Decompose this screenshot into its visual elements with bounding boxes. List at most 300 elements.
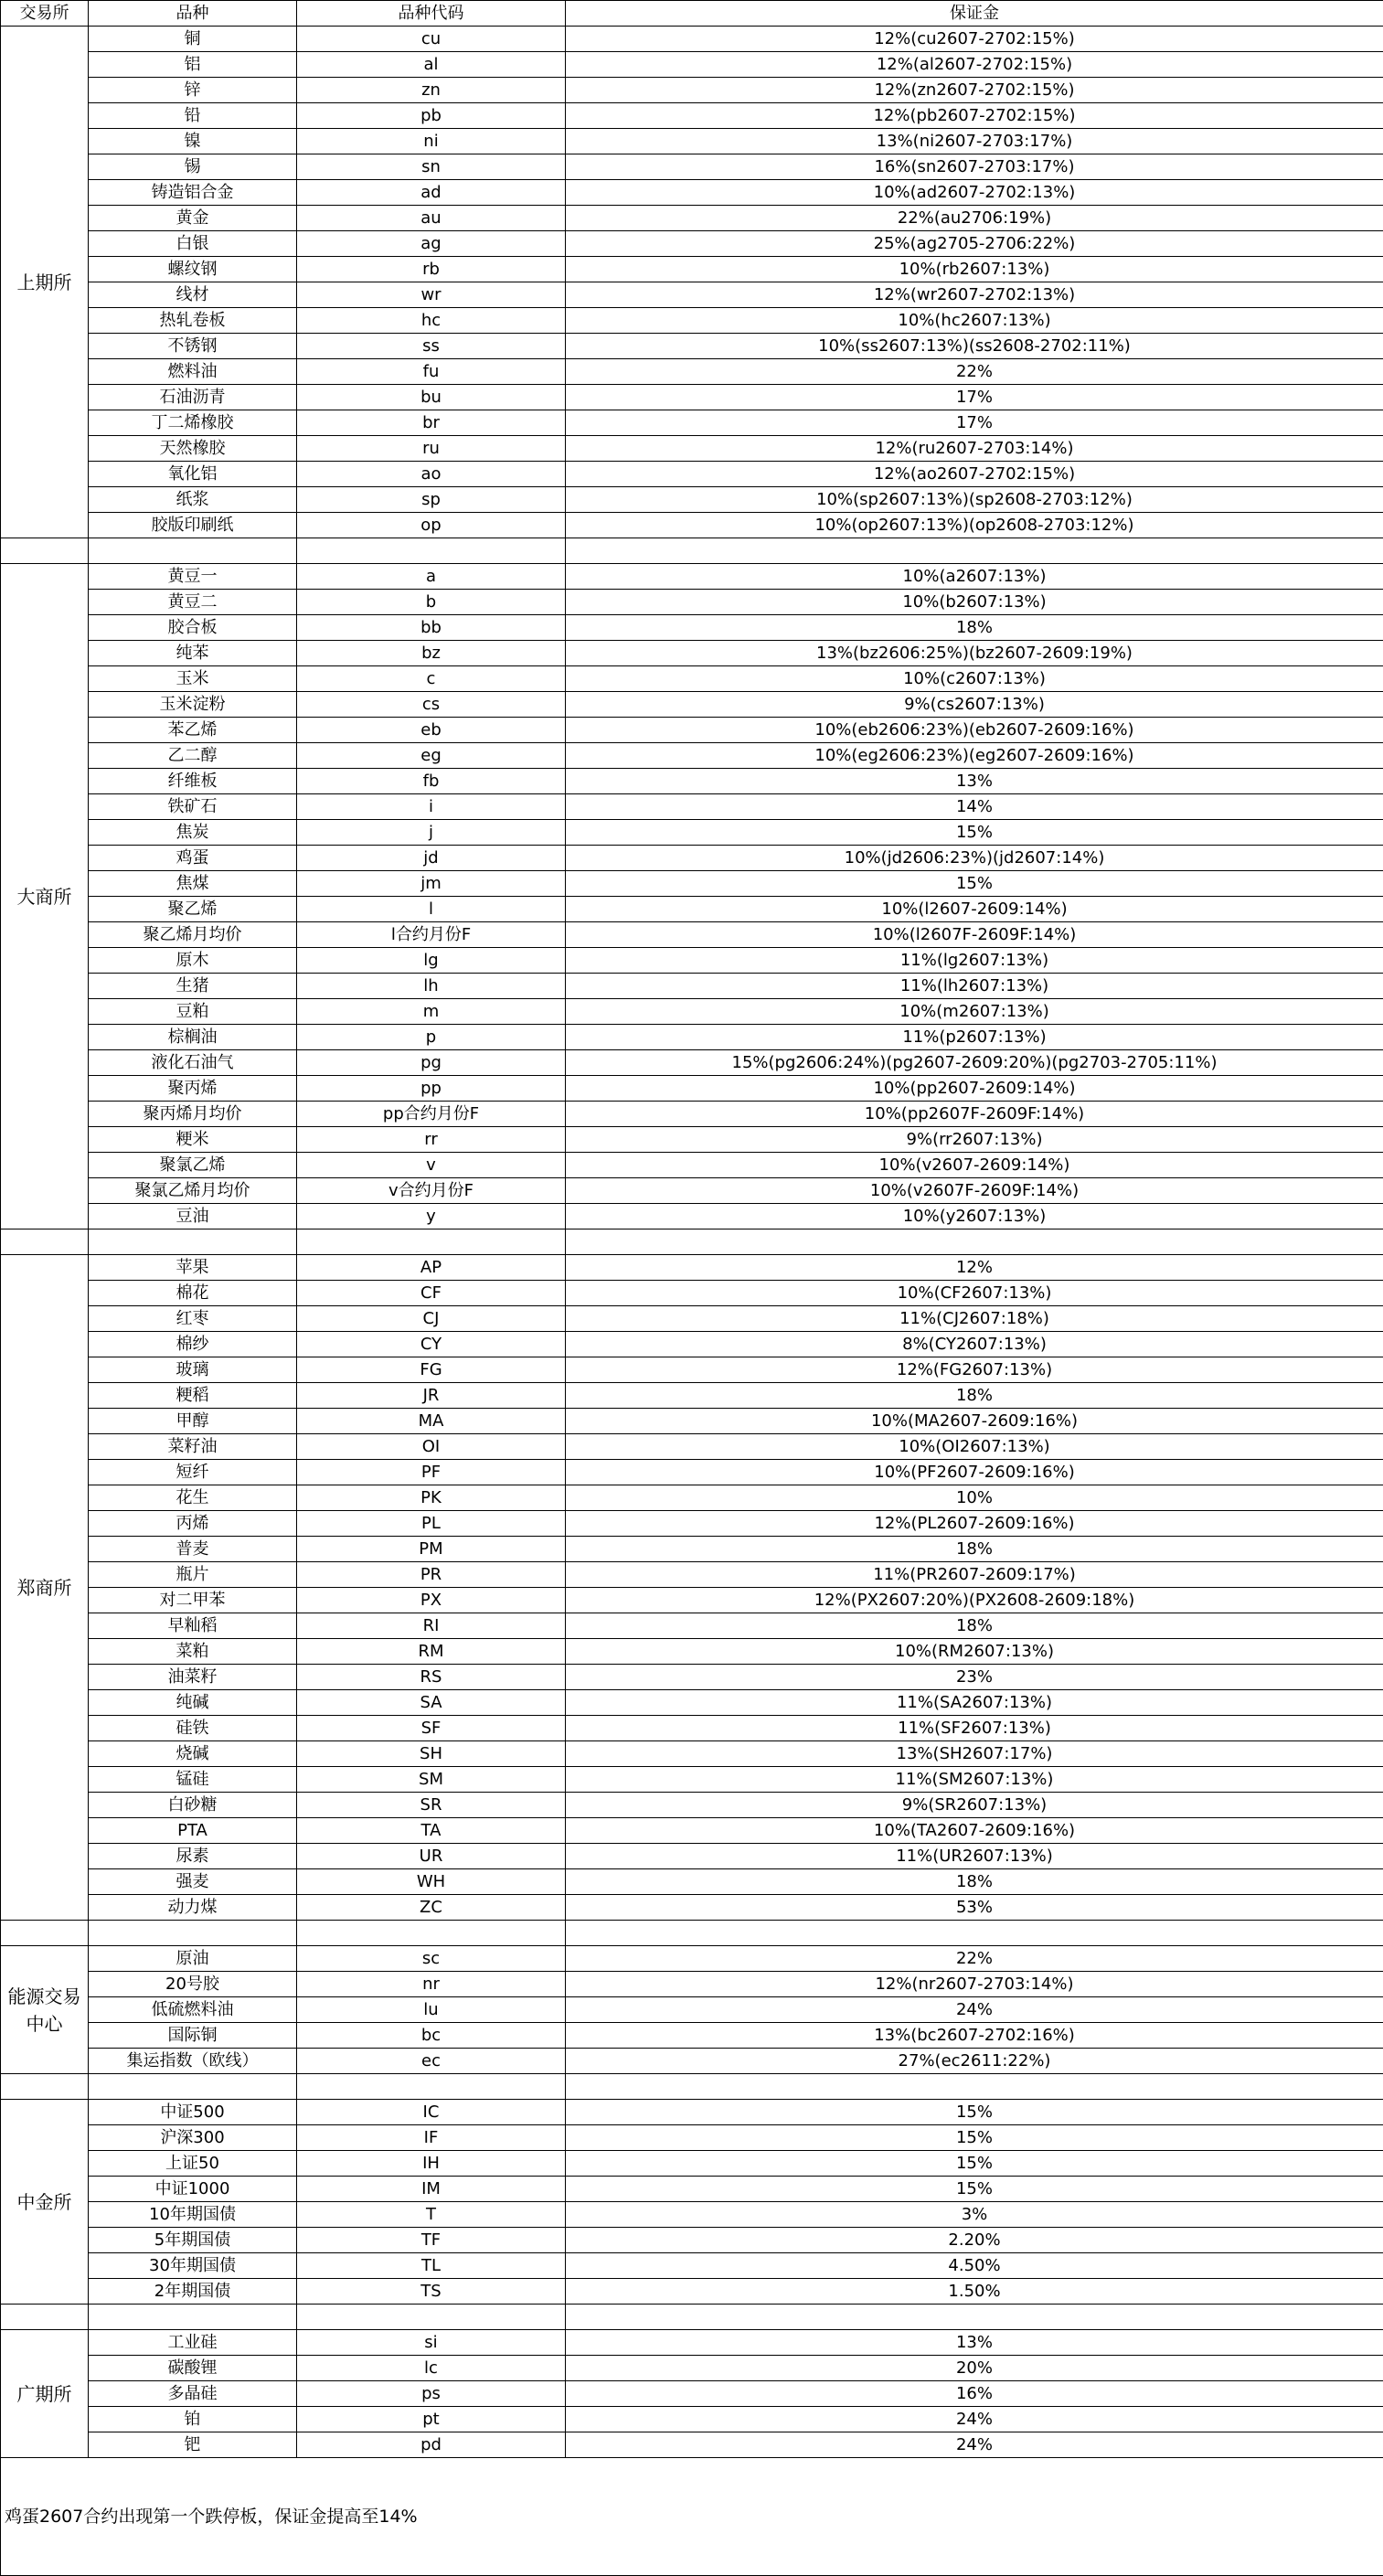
variety-cell: 钯	[89, 2432, 297, 2458]
code-cell: IF	[297, 2125, 566, 2151]
margin-cell: 14%	[566, 794, 1383, 820]
margin-cell: 23%	[566, 1665, 1383, 1690]
table-row	[1, 718, 1383, 743]
code-cell: TS	[297, 2279, 566, 2305]
variety-cell: 纸浆	[89, 487, 297, 513]
margin-cell: 18%	[566, 615, 1383, 641]
margin-cell: 10%(hc2607:13%)	[566, 308, 1383, 334]
margin-cell: 10%(ad2607-2702:13%)	[566, 180, 1383, 206]
margin-cell: 24%	[566, 2407, 1383, 2432]
margin-cell: 22%(au2706:19%)	[566, 206, 1383, 231]
variety-cell: 丁二烯橡胶	[89, 410, 297, 436]
table-row	[1, 282, 1383, 308]
variety-cell: 10年期国债	[89, 2202, 297, 2228]
code-cell: IM	[297, 2177, 566, 2202]
empty-cell	[297, 2074, 566, 2100]
code-cell: sp	[297, 487, 566, 513]
variety-cell: 不锈钢	[89, 334, 297, 359]
variety-cell: 中证1000	[89, 2177, 297, 2202]
variety-cell: 铂	[89, 2407, 297, 2432]
code-cell: PL	[297, 1511, 566, 1537]
code-cell: pp合约月份F	[297, 1102, 566, 1127]
empty-cell	[566, 538, 1383, 564]
table-row	[1, 1895, 1383, 1921]
code-cell: T	[297, 2202, 566, 2228]
margin-cell: 10%(eb2606:23%)(eb2607-2609:16%)	[566, 718, 1383, 743]
table-row	[1, 1716, 1383, 1741]
variety-cell: 聚丙烯	[89, 1076, 297, 1102]
code-cell: IC	[297, 2100, 566, 2125]
code-cell: fb	[297, 769, 566, 794]
variety-cell: 国际铜	[89, 2023, 297, 2049]
table-row	[1, 1818, 1383, 1844]
margin-cell: 10%(v2607-2609:14%)	[566, 1153, 1383, 1178]
code-cell: SH	[297, 1741, 566, 1767]
table-row	[1, 436, 1383, 462]
code-cell: CJ	[297, 1306, 566, 1332]
code-cell: c	[297, 666, 566, 692]
code-cell: TA	[297, 1818, 566, 1844]
empty-cell	[297, 2305, 566, 2330]
code-cell: FG	[297, 1357, 566, 1383]
margin-cell: 10%(rb2607:13%)	[566, 257, 1383, 282]
margin-cell: 24%	[566, 2432, 1383, 2458]
variety-cell: 燃料油	[89, 359, 297, 385]
variety-cell: 硅铁	[89, 1716, 297, 1741]
margin-cell: 12%(PX2607:20%)(PX2608-2609:18%)	[566, 1588, 1383, 1613]
table-row	[1, 743, 1383, 769]
code-cell: OI	[297, 1434, 566, 1460]
variety-cell: 鸡蛋	[89, 846, 297, 871]
code-cell: RM	[297, 1639, 566, 1665]
table-row	[1, 2125, 1383, 2151]
margin-cell: 10%(OI2607:13%)	[566, 1434, 1383, 1460]
variety-cell: 5年期国债	[89, 2228, 297, 2253]
variety-cell: 螺纹钢	[89, 257, 297, 282]
variety-cell: 豆粕	[89, 999, 297, 1025]
table-row	[1, 231, 1383, 257]
variety-cell: 石油沥青	[89, 385, 297, 410]
code-cell: al	[297, 52, 566, 78]
code-cell: lh	[297, 974, 566, 999]
table-row	[1, 974, 1383, 999]
code-cell: bz	[297, 641, 566, 666]
variety-cell: 中证500	[89, 2100, 297, 2125]
table-row	[1, 820, 1383, 846]
code-cell: v合约月份F	[297, 1178, 566, 1204]
code-cell: si	[297, 2330, 566, 2356]
margin-cell: 3%	[566, 2202, 1383, 2228]
variety-cell: 焦煤	[89, 871, 297, 897]
variety-cell: 铁矿石	[89, 794, 297, 820]
empty-cell	[566, 2074, 1383, 2100]
code-cell: AP	[297, 1255, 566, 1281]
table-row	[1, 615, 1383, 641]
variety-cell: 线材	[89, 282, 297, 308]
variety-cell: 玉米	[89, 666, 297, 692]
table-row	[1, 1793, 1383, 1818]
variety-cell: 苯乙烯	[89, 718, 297, 743]
variety-cell: 低硫燃料油	[89, 1997, 297, 2023]
margin-cell: 25%(ag2705-2706:22%)	[566, 231, 1383, 257]
table-row	[1, 1102, 1383, 1127]
margin-cell: 15%	[566, 2100, 1383, 2125]
table-row	[1, 2407, 1383, 2432]
variety-cell: 强麦	[89, 1869, 297, 1895]
code-cell: SR	[297, 1793, 566, 1818]
margin-cell: 13%(ni2607-2703:17%)	[566, 129, 1383, 154]
code-cell: rr	[297, 1127, 566, 1153]
table-row	[1, 922, 1383, 948]
margin-cell: 18%	[566, 1869, 1383, 1895]
margin-cell: 15%(pg2606:24%)(pg2607-2609:20%)(pg2703-2705:11%)	[566, 1050, 1383, 1076]
table-row	[1, 52, 1383, 78]
margin-cell: 10%(b2607:13%)	[566, 590, 1383, 615]
variety-cell: 普麦	[89, 1537, 297, 1562]
variety-cell: 聚氯乙烯月均价	[89, 1178, 297, 1204]
variety-cell: 早籼稻	[89, 1613, 297, 1639]
table-row	[1, 1281, 1383, 1306]
variety-cell: 2年期国债	[89, 2279, 297, 2305]
variety-cell: 对二甲苯	[89, 1588, 297, 1613]
code-cell: UR	[297, 1844, 566, 1869]
margin-cell: 11%(CJ2607:18%)	[566, 1306, 1383, 1332]
code-cell: cs	[297, 692, 566, 718]
variety-cell: 生猪	[89, 974, 297, 999]
variety-cell: 原油	[89, 1946, 297, 1972]
margin-cell: 15%	[566, 2125, 1383, 2151]
margin-cell: 12%(cu2607-2702:15%)	[566, 27, 1383, 52]
code-cell: au	[297, 206, 566, 231]
margin-cell: 12%(pb2607-2702:15%)	[566, 103, 1383, 129]
margin-cell: 10%(op2607:13%)(op2608-2703:12%)	[566, 513, 1383, 538]
margin-cell: 10%(sp2607:13%)(sp2608-2703:12%)	[566, 487, 1383, 513]
table-row	[1, 666, 1383, 692]
variety-cell: 纤维板	[89, 769, 297, 794]
margin-cell: 10%(RM2607:13%)	[566, 1639, 1383, 1665]
table-row	[1, 27, 1383, 52]
variety-cell: 花生	[89, 1485, 297, 1511]
header-row	[1, 1, 1383, 27]
table-row	[1, 462, 1383, 487]
code-cell: nr	[297, 1972, 566, 1997]
code-cell: bu	[297, 385, 566, 410]
code-cell: eb	[297, 718, 566, 743]
variety-cell: 聚乙烯	[89, 897, 297, 922]
empty-cell	[89, 2074, 297, 2100]
table-row	[1, 257, 1383, 282]
margin-cell: 12%(wr2607-2702:13%)	[566, 282, 1383, 308]
code-cell: WH	[297, 1869, 566, 1895]
variety-cell: 上证50	[89, 2151, 297, 2177]
code-cell: ad	[297, 180, 566, 206]
variety-cell: 乙二醇	[89, 743, 297, 769]
table-row	[1, 1946, 1383, 1972]
code-cell: pp	[297, 1076, 566, 1102]
table-row	[1, 2228, 1383, 2253]
margin-cell: 11%(UR2607:13%)	[566, 1844, 1383, 1869]
variety-cell: 天然橡胶	[89, 436, 297, 462]
margin-cell: 11%(PR2607-2609:17%)	[566, 1562, 1383, 1588]
margin-cell: 10%	[566, 1485, 1383, 1511]
variety-cell: 工业硅	[89, 2330, 297, 2356]
table-row	[1, 154, 1383, 180]
margin-cell: 17%	[566, 385, 1383, 410]
table-row	[1, 206, 1383, 231]
code-cell: ZC	[297, 1895, 566, 1921]
margin-cell: 11%(SM2607:13%)	[566, 1767, 1383, 1793]
table-row	[1, 1741, 1383, 1767]
code-cell: SM	[297, 1767, 566, 1793]
code-cell: eg	[297, 743, 566, 769]
variety-cell: 苹果	[89, 1255, 297, 1281]
separator-row	[1, 2074, 1383, 2100]
table-row	[1, 999, 1383, 1025]
table-row	[1, 897, 1383, 922]
table-row	[1, 359, 1383, 385]
note-row	[1, 2458, 1383, 2576]
table-row	[1, 180, 1383, 206]
margin-cell: 17%	[566, 410, 1383, 436]
code-cell: v	[297, 1153, 566, 1178]
code-cell: ru	[297, 436, 566, 462]
margin-cell: 8%(CY2607:13%)	[566, 1332, 1383, 1357]
code-cell: ss	[297, 334, 566, 359]
empty-cell	[297, 538, 566, 564]
margin-cell: 10%(PF2607-2609:16%)	[566, 1460, 1383, 1485]
code-cell: b	[297, 590, 566, 615]
variety-cell: 黄金	[89, 206, 297, 231]
table-row	[1, 1485, 1383, 1511]
margin-cell: 22%	[566, 1946, 1383, 1972]
table-row	[1, 487, 1383, 513]
separator-row	[1, 2305, 1383, 2330]
variety-cell: 集运指数（欧线）	[89, 2049, 297, 2074]
margin-header: 保证金	[566, 1, 1383, 27]
table-row	[1, 564, 1383, 590]
variety-cell: 棉纱	[89, 1332, 297, 1357]
margin-cell: 10%(m2607:13%)	[566, 999, 1383, 1025]
margin-cell: 2.20%	[566, 2228, 1383, 2253]
empty-cell	[1, 1229, 89, 1255]
table-row	[1, 1537, 1383, 1562]
code-cell: j	[297, 820, 566, 846]
table-row	[1, 1844, 1383, 1869]
margin-cell: 11%(lh2607:13%)	[566, 974, 1383, 999]
variety-cell: 豆油	[89, 1204, 297, 1229]
margin-cell: 13%(bz2606:25%)(bz2607-2609:19%)	[566, 641, 1383, 666]
variety-cell: 铅	[89, 103, 297, 129]
empty-cell	[566, 1921, 1383, 1946]
variety-cell: 尿素	[89, 1844, 297, 1869]
code-cell: ao	[297, 462, 566, 487]
code-cell: bc	[297, 2023, 566, 2049]
variety-cell: 铜	[89, 27, 297, 52]
margin-cell: 16%	[566, 2381, 1383, 2407]
table-row	[1, 871, 1383, 897]
table-row	[1, 794, 1383, 820]
margin-cell: 10%(l2607F-2609F:14%)	[566, 922, 1383, 948]
code-cell: br	[297, 410, 566, 436]
variety-cell: 玉米淀粉	[89, 692, 297, 718]
variety-cell: 油菜籽	[89, 1665, 297, 1690]
variety-cell: 胶版印刷纸	[89, 513, 297, 538]
code-cell: i	[297, 794, 566, 820]
table-row	[1, 2177, 1383, 2202]
margin-cell: 13%	[566, 2330, 1383, 2356]
table-row	[1, 1383, 1383, 1409]
variety-cell: 玻璃	[89, 1357, 297, 1383]
code-cell: TF	[297, 2228, 566, 2253]
code-cell: lc	[297, 2356, 566, 2381]
variety-cell: 白银	[89, 231, 297, 257]
margin-cell: 12%(FG2607:13%)	[566, 1357, 1383, 1383]
margin-cell: 15%	[566, 2151, 1383, 2177]
margin-cell: 15%	[566, 2177, 1383, 2202]
variety-cell: 胶合板	[89, 615, 297, 641]
margin-cell: 18%	[566, 1613, 1383, 1639]
table-row	[1, 2151, 1383, 2177]
table-row	[1, 1767, 1383, 1793]
margin-cell: 15%	[566, 871, 1383, 897]
margin-cell: 9%(SR2607:13%)	[566, 1793, 1383, 1818]
code-cell: RI	[297, 1613, 566, 1639]
variety-cell: 镍	[89, 129, 297, 154]
variety-cell: 棉花	[89, 1281, 297, 1306]
variety-cell: 聚丙烯月均价	[89, 1102, 297, 1127]
code-cell: PR	[297, 1562, 566, 1588]
variety-cell: 纯苯	[89, 641, 297, 666]
code-cell: PM	[297, 1537, 566, 1562]
code-header: 品种代码	[297, 1, 566, 27]
margin-cell: 10%(jd2606:23%)(jd2607:14%)	[566, 846, 1383, 871]
table-row	[1, 2253, 1383, 2279]
code-cell: lu	[297, 1997, 566, 2023]
margin-cell: 9%(rr2607:13%)	[566, 1127, 1383, 1153]
margin-cell: 10%(ss2607:13%)(ss2608-2702:11%)	[566, 334, 1383, 359]
margin-cell: 27%(ec2611:22%)	[566, 2049, 1383, 2074]
margin-cell: 12%(zn2607-2702:15%)	[566, 78, 1383, 103]
margin-cell: 10%(MA2607-2609:16%)	[566, 1409, 1383, 1434]
table-row	[1, 2049, 1383, 2074]
margin-cell: 12%(ao2607-2702:15%)	[566, 462, 1383, 487]
table-row	[1, 846, 1383, 871]
empty-cell	[89, 1229, 297, 1255]
table-row	[1, 2330, 1383, 2356]
table-row	[1, 1997, 1383, 2023]
code-cell: l合约月份F	[297, 922, 566, 948]
variety-cell: 原木	[89, 948, 297, 974]
margin-cell: 10%(a2607:13%)	[566, 564, 1383, 590]
code-cell: PF	[297, 1460, 566, 1485]
code-cell: MA	[297, 1409, 566, 1434]
margin-cell: 10%(l2607-2609:14%)	[566, 897, 1383, 922]
table-row	[1, 2381, 1383, 2407]
margin-cell: 13%(bc2607-2702:16%)	[566, 2023, 1383, 2049]
code-cell: wr	[297, 282, 566, 308]
code-cell: CF	[297, 1281, 566, 1306]
margin-cell: 16%(sn2607-2703:17%)	[566, 154, 1383, 180]
margin-cell: 10%(TA2607-2609:16%)	[566, 1818, 1383, 1844]
margin-cell: 10%(pp2607-2609:14%)	[566, 1076, 1383, 1102]
variety-cell: 液化石油气	[89, 1050, 297, 1076]
empty-cell	[1, 1921, 89, 1946]
code-cell: op	[297, 513, 566, 538]
table-row	[1, 1665, 1383, 1690]
table-row	[1, 1639, 1383, 1665]
table-row	[1, 308, 1383, 334]
margin-cell: 53%	[566, 1895, 1383, 1921]
code-cell: ag	[297, 231, 566, 257]
exchange-header: 交易所	[1, 1, 89, 27]
margin-cell: 18%	[566, 1383, 1383, 1409]
table-row	[1, 1332, 1383, 1357]
table-row	[1, 769, 1383, 794]
table-row	[1, 2100, 1383, 2125]
margin-cell: 24%	[566, 1997, 1383, 2023]
table-row	[1, 1306, 1383, 1332]
table-row	[1, 1025, 1383, 1050]
code-cell: ps	[297, 2381, 566, 2407]
code-cell: m	[297, 999, 566, 1025]
variety-cell: 锰硅	[89, 1767, 297, 1793]
code-cell: JR	[297, 1383, 566, 1409]
table-row	[1, 1434, 1383, 1460]
code-cell: SF	[297, 1716, 566, 1741]
table-row	[1, 129, 1383, 154]
empty-cell	[89, 538, 297, 564]
code-cell: RS	[297, 1665, 566, 1690]
margin-cell: 12%(ru2607-2703:14%)	[566, 436, 1383, 462]
variety-cell: 聚乙烯月均价	[89, 922, 297, 948]
margin-cell: 10%(CF2607:13%)	[566, 1281, 1383, 1306]
variety-cell: 焦炭	[89, 820, 297, 846]
table-row	[1, 2356, 1383, 2381]
margin-cell: 10%(pp2607F-2609F:14%)	[566, 1102, 1383, 1127]
code-cell: y	[297, 1204, 566, 1229]
table-row	[1, 1460, 1383, 1485]
table-row	[1, 1511, 1383, 1537]
variety-cell: 棕榈油	[89, 1025, 297, 1050]
variety-cell: 30年期国债	[89, 2253, 297, 2279]
code-cell: p	[297, 1025, 566, 1050]
table-row	[1, 513, 1383, 538]
table-row	[1, 1050, 1383, 1076]
code-cell: sn	[297, 154, 566, 180]
variety-cell: 甲醇	[89, 1409, 297, 1434]
variety-cell: 纯碱	[89, 1690, 297, 1716]
empty-cell	[297, 1921, 566, 1946]
table-row	[1, 1357, 1383, 1383]
variety-cell: 瓶片	[89, 1562, 297, 1588]
margin-cell: 12%(al2607-2702:15%)	[566, 52, 1383, 78]
variety-cell: 短纤	[89, 1460, 297, 1485]
code-cell: fu	[297, 359, 566, 385]
table-row	[1, 2432, 1383, 2458]
empty-cell	[1, 2305, 89, 2330]
table-row	[1, 692, 1383, 718]
empty-cell	[297, 1229, 566, 1255]
code-cell: TL	[297, 2253, 566, 2279]
variety-cell: 菜粕	[89, 1639, 297, 1665]
separator-row	[1, 1921, 1383, 1946]
empty-cell	[1, 2074, 89, 2100]
margin-cell: 18%	[566, 1537, 1383, 1562]
table-row	[1, 410, 1383, 436]
table-row	[1, 2202, 1383, 2228]
margin-cell: 1.50%	[566, 2279, 1383, 2305]
margin-cell: 10%(v2607F-2609F:14%)	[566, 1178, 1383, 1204]
